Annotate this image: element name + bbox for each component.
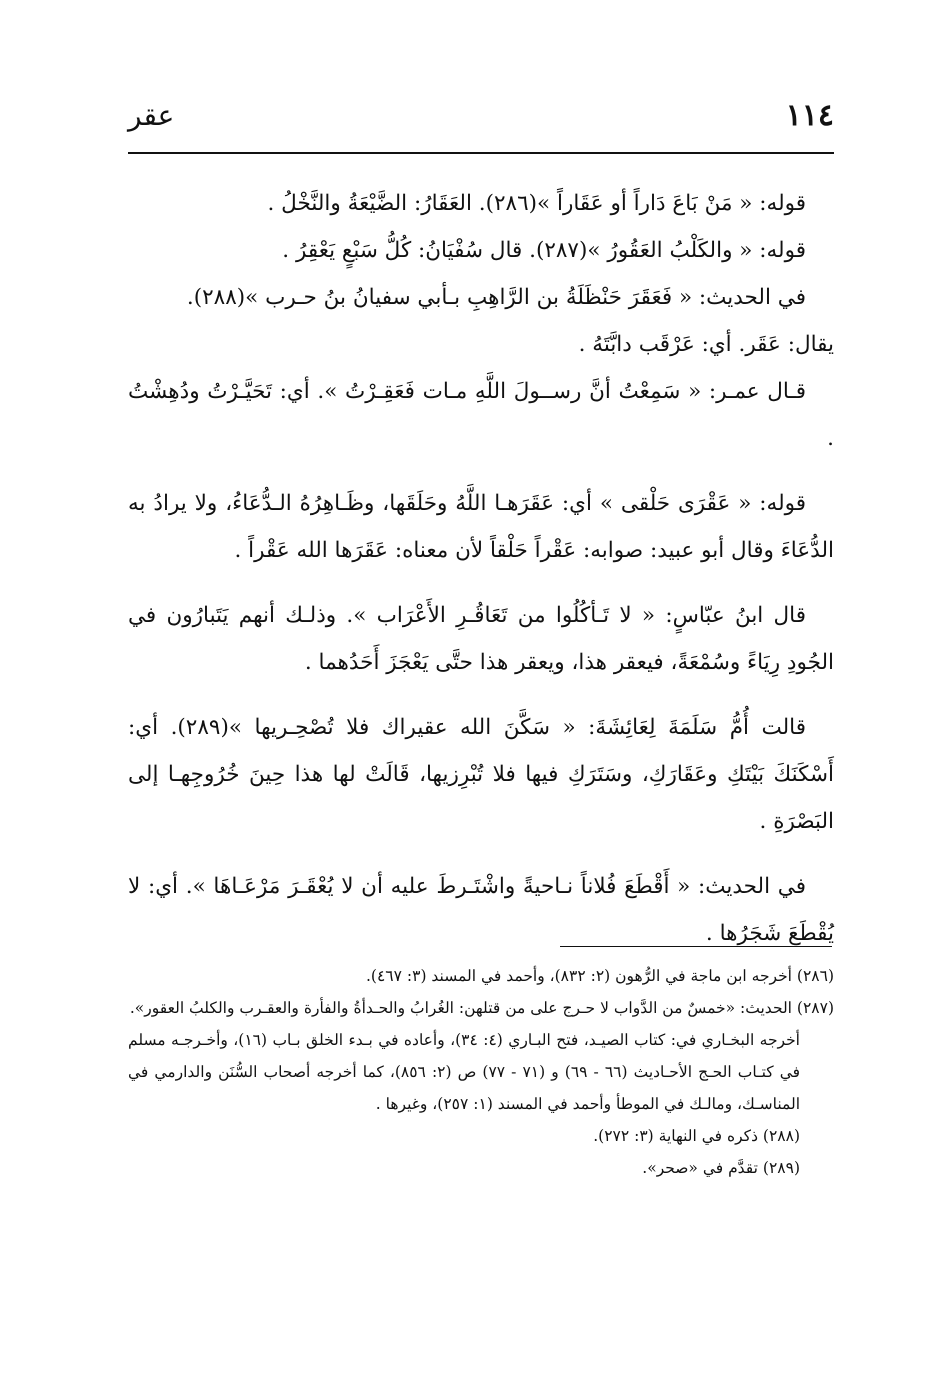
footnote: (٢٨٨) ذكره في النهاية (٣: ٢٧٢).	[593, 1127, 800, 1145]
main-text	[128, 180, 834, 957]
footnote: (٢٨٩) تقدَّم في «صحر».	[642, 1159, 800, 1177]
page-header	[128, 92, 834, 154]
entry-paragraph: قال ابنُ عبّاسٍ: « لا تَـأكُلُوا من تَعَاقُـرِ الأَعْرَاب ». وذلـك أنهم يَتَبارُون في الجُودِ رِيَاءً وسُمْعَةً، فيعقر هذا، ويعقر هذا حتَّى يَعْجَزَ أَحَدُهما .	[128, 603, 834, 675]
entry-paragraph: قوله: « عَقْرَى حَلْقى » أي: عَقَرَهـا اللَّهُ وحَلَقَها، وظَـاهِرُهُ الـدُّعَاءُ، ولا يرادُ به الدُّعَاءَ وقال أبو عبيد: صوابه: عَقْراً حَلْقاً لأن معناه: عَقَرَها الله عَقْراً .	[128, 491, 834, 563]
entry-paragraph: قالت أُمُّ سَلَمَةَ لِعَائِشَةَ: « سَكَّنَ الله عقيراك فلا تُصْحِـريها »(٢٨٩). أي: أَسْكَنَكَ بَيْتَكِ وعَقَارَكِ، وسَتَرَكِ فيها فلا تُبْرِزيها، قَالَتْ لها هذا حِينَ خُرُوجِهـا إلى البَصْرَةِ .	[128, 715, 834, 834]
footnote-continuation: أخرجه البخـاري في: كتاب الصيـد، فتح البـاري (٤: ٣٤)، وأعاده في بـدء الخلق بـاب (١٦)، وأخـرجـه مسلم في كتـاب الحـج الأحـاديث (٦٦ - ٦٩) و (٧١ - ٧٧) ص (٢: ٨٥٦)، كما أخرجه أصحاب السُّنَن والدارمي في المناسـك، ومالـك في الموطأ وأحمد في المسند (١: ٢٥٧)، وغيرها .	[128, 1031, 801, 1113]
entry-paragraph: قوله: « والكَلْبُ العَقُورُ »(٢٨٧). قال سُفْيَانُ: كُلُّ سَبْعٍ يَعْقِرُ .	[282, 238, 806, 263]
entry-paragraph: في الحديث: « فَعَقَرَ حَنْظَلَةُ بن الرَّاهِبِ بـأبي سفيانُ بنُ حـرب »(٢٨٨).	[186, 285, 806, 310]
footnote: (٢٨٦) أخرجه ابن ماجة في الرُّهون (٢: ٨٣٢)، وأحمد في المسند (٣: ٤٦٧).	[365, 967, 834, 985]
entry-paragraph: في الحديث: « أَقْطَعَ فُلاناً نـاحيةً واشْتَـرطَ عليه أن لا يُعْقَـرَ مَرْعَـاهَا ». أي: لا يُقْطَعَ شَجَرُها .	[128, 874, 834, 946]
entry-paragraph: قـال عمـر: « سَمِعْتُ أنَّ رســولَ اللَّهِ مـات فَعَقِـرْتُ ». أي: تَحَيَّـرْتُ ودُهِشْتُ .	[128, 379, 834, 451]
running-head: عقر	[128, 99, 175, 132]
footnote-divider	[560, 946, 832, 947]
footnotes	[128, 960, 834, 1184]
entry-paragraph: يقال: عَقَر. أي: عَرْقَب دابَّتَهُ .	[578, 332, 834, 357]
page-number: ١١٤	[785, 98, 834, 133]
entry-paragraph: قوله: « مَنْ بَاعَ دَاراً أو عَقَاراً »(٢٨٦). العَقَارُ: الضَّيْعَةُ والنَّخْلُ .	[267, 191, 806, 216]
footnote: (٢٨٧) الحديث: «خمسٌ من الدَّواب لا حـرج على من قتلهن: الغُرابُ والحـدأةُ والفأرة والعقـرب والكلبُ العقور».	[129, 999, 834, 1017]
